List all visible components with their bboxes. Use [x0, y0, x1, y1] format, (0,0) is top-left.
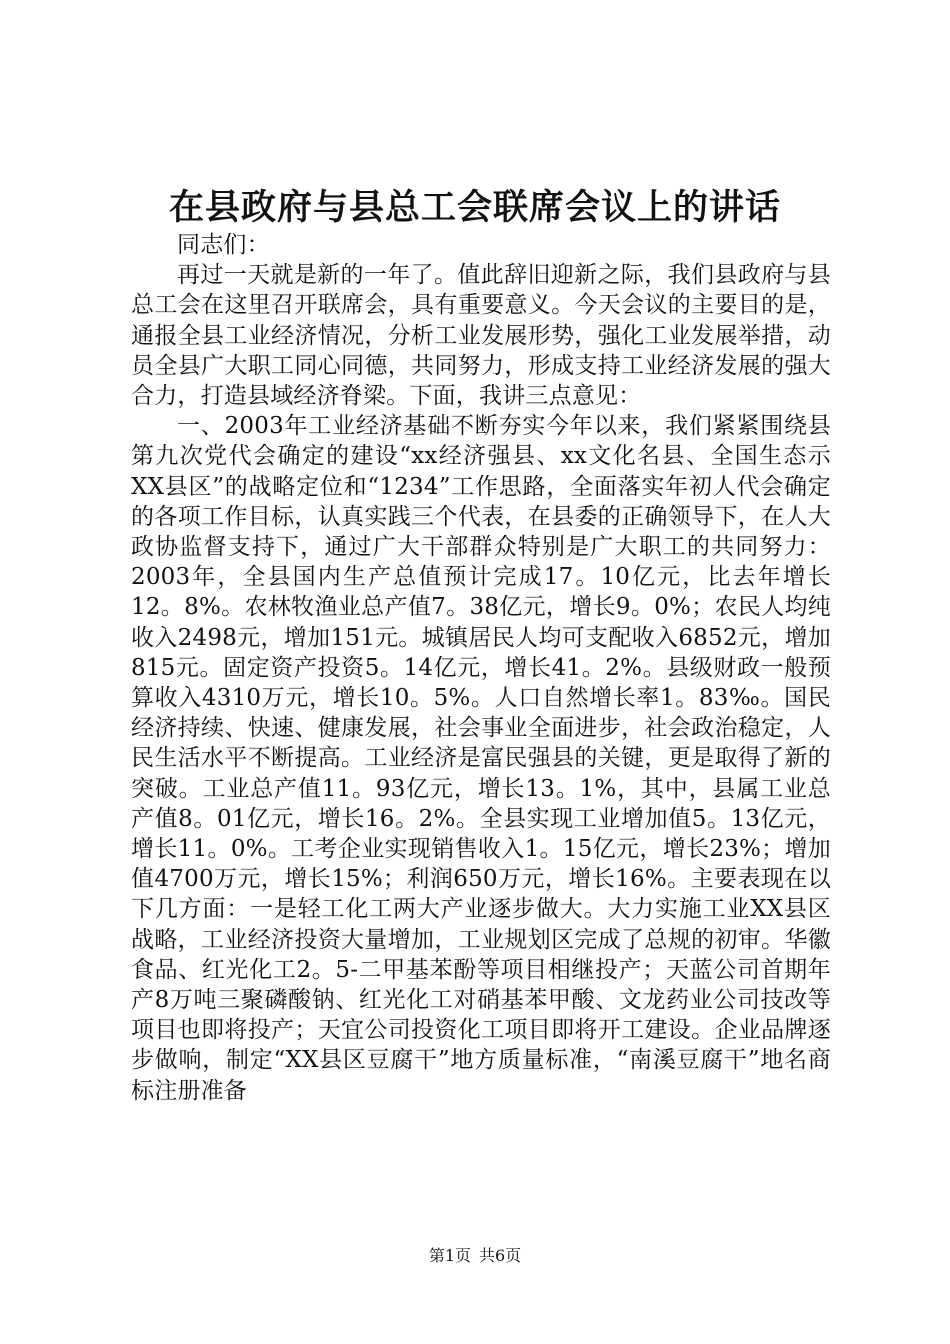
document-title: 在县政府与县总工会联席会议上的讲话 — [168, 187, 781, 228]
intro-paragraph: 再过一天就是新的一年了。值此辞旧迎新之际，我们县政府与县总工会在这里召开联席会，具有重要意义。今天会议的主要目的是，通报全县工业经济情况，分析工业发展形势，强化工业发展举措，动员全县广大职工同心同德，共同努力，形成支持工业经济发展的强大合力，打造县域经济脊梁。下面，我讲三点意见： — [131, 262, 831, 410]
document-body — [131, 230, 831, 1106]
salutation-paragraph: 同志们： — [177, 232, 270, 258]
page-number: 第1页 — [428, 1246, 471, 1265]
page-total: 共6页 — [479, 1246, 522, 1265]
section-one-paragraph: 一、2003年工业经济基础不断夯实今年以来，我们紧紧围绕县第九次党代会确定的建设“xx经济强县、xx文化名县、全国生态示XX县区”的战略定位和“1234”工作思路，全面落实年初人代会确定的各项工作目标，认真实践三个代表，在县委的正确领导下，在人大政协监督支持下，通过广大干部群众特别是广大职工的共同努力：2003年，全县国内生产总值预计完成17。10亿元，比去年增长12。8%。农林牧渔业总产值7。38亿元，增长9。0%；农民人均纯收入2498元，增加151元。城镇居民人均可支配收入6852元，增加815元。固定资产投资5。14亿元，增长41。2%。县级财政一般预算收入4310万元，增长10。5%。人口自然增长率1。83‰。国民经济持续、快速、健康发展，社会事业全面进步，社会政治稳定，人民生活水平不断提高。工业经济是富民强县的关键，更是取得了新的突破。工业总产值11。93亿元，增长13。1%，其中，县属工业总产值8。01亿元，增长16。2%。全县实现工业增加值5。13亿元，增长11。0%。工考企业实现销售收入1。15亿元，增长23%；增加值4700万元，增长15%；利润650万元，增长16%。主要表现在以下几方面：一是轻工化工两大产业逐步做大。大力实施工业XX县区战略，工业经济投资大量增加，工业规划区完成了总规的初审。华徽食品、红光化工2。5-二甲基苯酚等项目相继投产；天蓝公司首期年产8万吨三聚磷酸钠、红光化工对硝基苯甲酸、文龙药业公司技改等项目也即将投产；天宜公司投资化工项目即将开工建设。企业品牌逐步做响，制定“XX县区豆腐干”地方质量标准，“南溪豆腐干”地名商标注册准备 — [131, 413, 831, 1104]
page-footer — [0, 1244, 950, 1268]
